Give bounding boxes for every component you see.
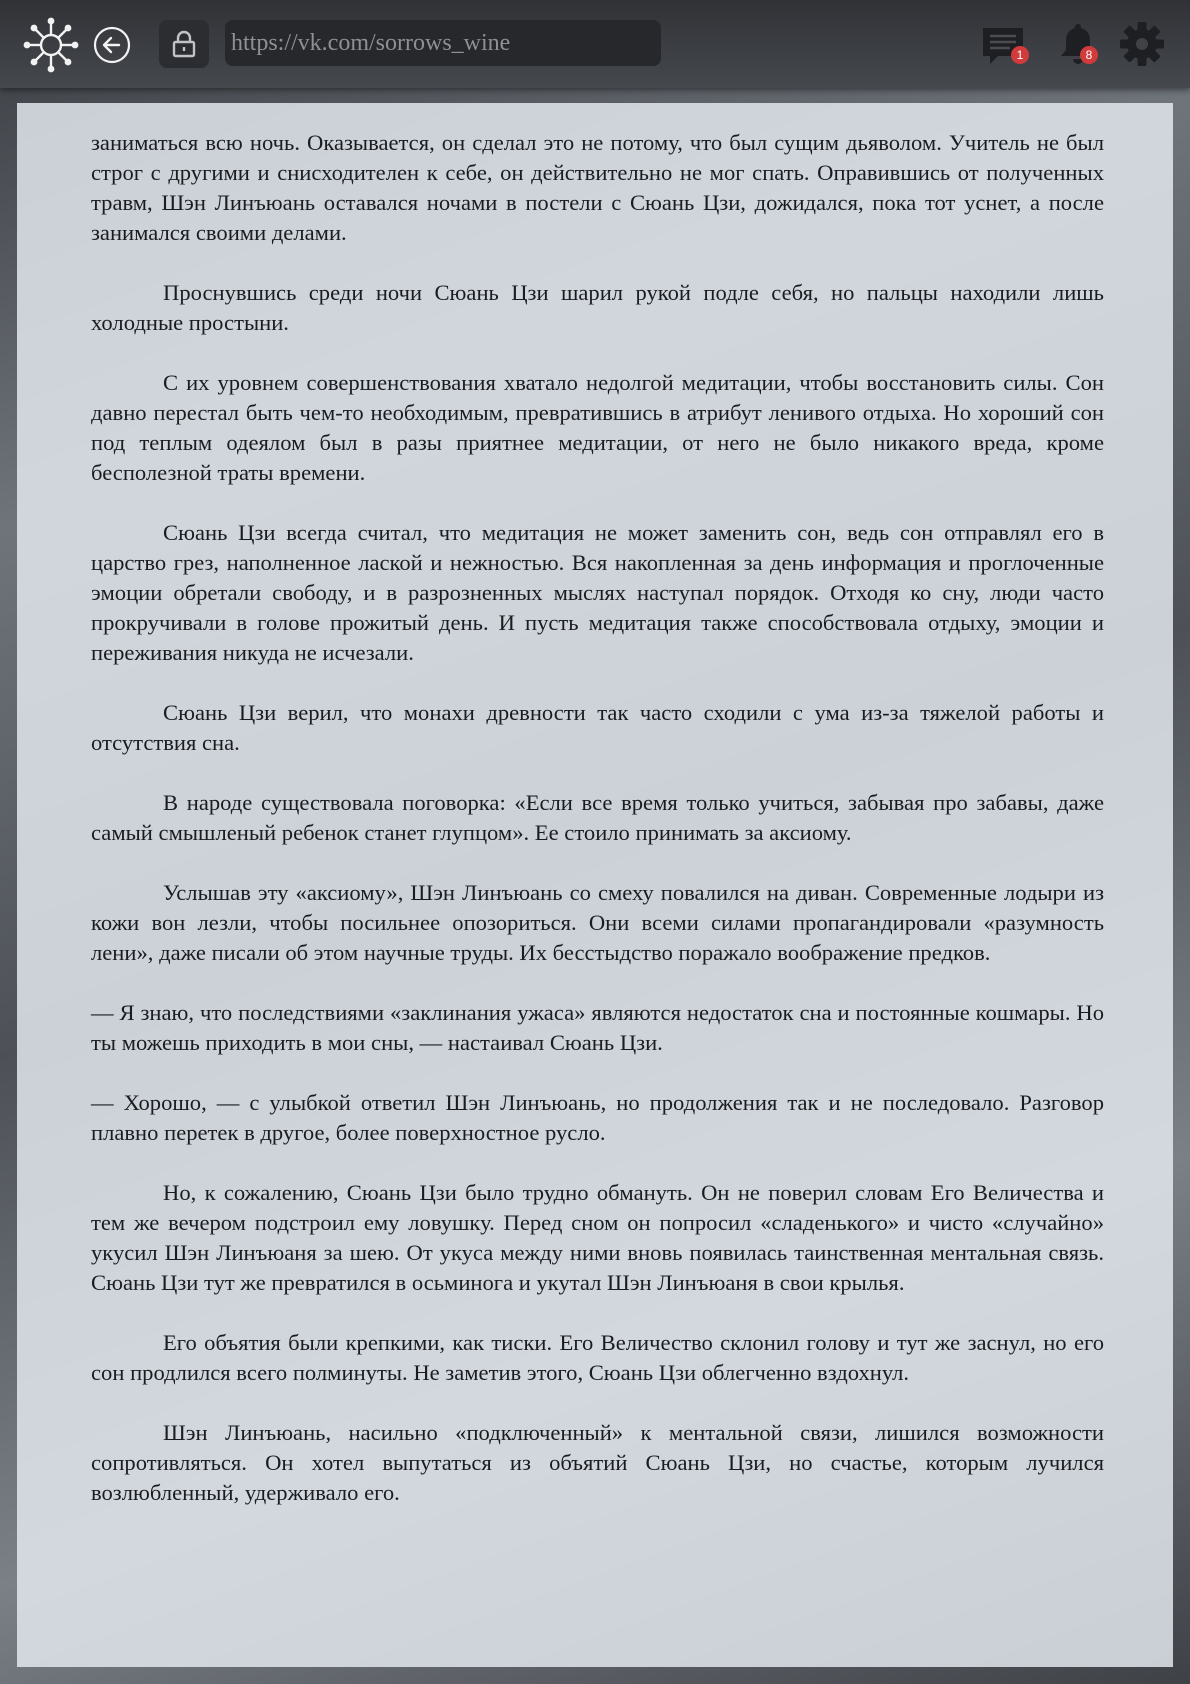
dialogue-paragraph: — Хорошо, — с улыбкой ответил Шэн Линъюань, но продолжения так и не последовало. Разговор плавно перетек в другое, более поверхностное русло. [91,1090,1104,1145]
paragraph: Услышав эту «аксиому», Шэн Линъюань со смеху повалился на диван. Современные лодыри из кожи вон лезли, чтобы посильнее опозориться. Они всеми силами пропагандировали «разумность лени», даже писали об этом научные труды. Их бесстыдство поражало воображение предков. [91,880,1104,965]
back-arrow-icon[interactable] [92,25,132,65]
dialogue-paragraph: — Я знаю, что последствиями «заклинания ужаса» являются недостаток сна и постоянные кошмары. Но ты можешь приходить в мои сны, — настаивал Сюань Цзи. [91,1000,1104,1055]
paragraph: Сюань Цзи всегда считал, что медитация не может заменить сон, ведь сон отправлял его в царство грез, наполненное лаской и нежностью. Вся накопленная за день информация и проглоченные эмоции обретали свободу, и в разрозненных мыслях наступал порядок. Отходя ко сну, люди часто прокручивали в голове прожитый день. И пусть медитация также способствовала отдыху, эмоции и переживания никуда не исчезали. [91,520,1104,665]
paragraph: заниматься всю ночь. Оказывается, он сделал это не потому, что был сущим дьяволом. Учитель не был строг с другими и снисходителен к себе, он действительно не мог спать. Оправившись от полученных травм, Шэн Линъюань оставался ночами в постели с Сюань Цзи, дожидался, пока тот уснет, а после занимался своими делами. [91,130,1104,245]
address-bar-text[interactable]: https://vk.com/sorrows_wine [231,30,511,56]
paragraph: Его объятия были крепкими, как тиски. Его Величество склонил голову и тут же заснул, но его сон продлился всего полминуты. Не заметив этого, Сюань Цзи облегченно вздохнул. [91,1330,1104,1385]
paragraph: В народе существовала поговорка: «Если все время только учиться, забывая про забавы, даже самый смышленый ребенок станет глупцом». Ее стоило принимать за аксиому. [91,790,1104,845]
paragraph: Сюань Цзи верил, что монахи древности так часто сходили с ума из-за тяжелой работы и отсутствия сна. [91,700,1104,755]
messages-badge: 1 [1011,46,1029,64]
notifications-badge: 8 [1080,46,1098,64]
sun-network-icon[interactable] [22,16,80,74]
address-bar[interactable] [225,20,661,66]
paragraph: Шэн Линъюань, насильно «подключенный» к ментальной связи, лишился возможности сопротивляться. Он хотел выпутаться из объятий Сюань Цзи, но счастье, которым лучился возлюбленный, удерживало его. [91,1420,1104,1505]
browser-toolbar [0,0,1190,88]
reading-page [17,103,1173,1667]
lock-icon[interactable] [159,20,209,68]
gear-icon[interactable] [1118,20,1166,68]
paragraph: Но, к сожалению, Сюань Цзи было трудно обмануть. Он не поверил словам Его Величества и тем же вечером подстроил ему ловушку. Перед сном он попросил «сладенького» и чисто «случайно» укусил Шэн Линъюаня за шею. От укуса между ними вновь появилась таинственная ментальная связь. Сюань Цзи тут же превратился в осьминога и укутал Шэн Линъюаня в свои крылья. [91,1180,1104,1295]
paragraph: Проснувшись среди ночи Сюань Цзи шарил рукой подле себя, но пальцы находили лишь холодные простыни. [91,280,1104,335]
paragraph: С их уровнем совершенствования хватало недолгой медитации, чтобы восстановить силы. Сон давно перестал быть чем-то необходимым, превратившись в атрибут ленивого отдыха. Но хороший сон под теплым одеялом был в разы приятнее медитации, от него не было никакого вреда, кроме бесполезной траты времени. [91,370,1104,485]
